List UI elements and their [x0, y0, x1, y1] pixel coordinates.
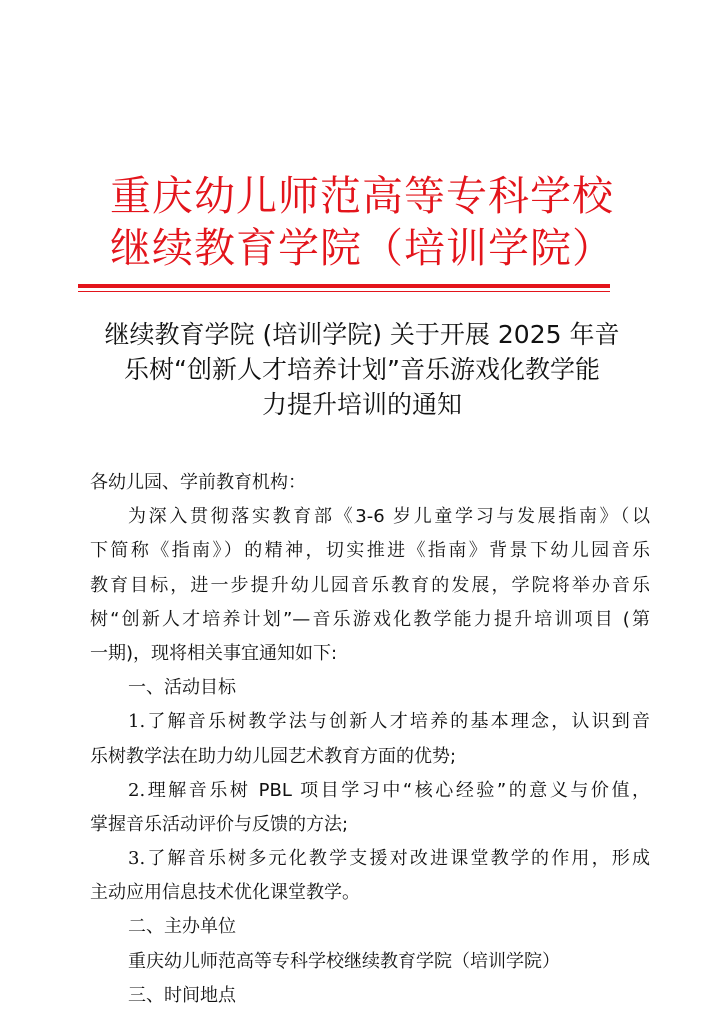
goal-2-text: 理解音乐树 PBL 项目学习中“核心经验”的意义与价值，: [145, 779, 650, 801]
goal-2-number: 2.: [128, 779, 146, 801]
intro-line-4: 树“创新人才培养计划”—音乐游戏化教学能力提升培训项目 (第: [90, 608, 650, 630]
goal-3-number: 3.: [128, 848, 146, 870]
section-3-heading: 三、时间地点: [128, 984, 236, 1006]
notice-title-line-1: 继续教育学院 (培训学院) 关于开展 2025 年音: [104, 320, 620, 349]
section-2-heading: 二、主办单位: [128, 916, 236, 938]
notice-title: [70, 317, 654, 422]
intro-line-1: 为深入贯彻落实教育部《3-6 岁儿童学习与发展指南》（以: [128, 506, 650, 528]
intro-line-3: 教育目标，进一步提升幼儿园音乐教育的发展，学院将举办音乐: [90, 574, 650, 596]
goal-3-line-1: [90, 842, 650, 876]
organizer-name: 重庆幼儿师范高等专科学校继续教育学院（培训学院）: [128, 950, 560, 972]
goal-2-line-2: 掌握音乐活动评价与反馈的方法;: [90, 813, 349, 835]
notice-title-line-2: 乐树“创新人才培养计划”音乐游戏化教学能: [124, 355, 600, 384]
salutation: 各幼儿园、学前教育机构：: [90, 472, 306, 493]
goal-1-text: 了解音乐树教学法与创新人才培养的基本理念，认识到音: [145, 711, 650, 733]
goal-1-line-1: [90, 705, 650, 739]
notice-body: [90, 466, 650, 1013]
goal-1-number: 1.: [128, 711, 146, 733]
goal-3-line-2: 主动应用信息技术优化课堂教学。: [90, 882, 360, 904]
notice-title-line-3: 力提升培训的通知: [261, 390, 462, 419]
header-rule-thick: [78, 284, 610, 288]
school-name-heading: 重庆幼儿师范高等专科学校: [110, 172, 614, 220]
goal-3-text: 了解音乐树多元化教学支援对改进课堂教学的作用，形成: [145, 848, 650, 870]
college-name-heading: 继续教育学院（培训学院）: [110, 224, 614, 272]
header-rule-thin: [78, 291, 610, 292]
intro-line-2: 下简称《指南》）的精神，切实推进《指南》背景下幼儿园音乐: [90, 540, 650, 562]
intro-line-5: 一期)，现将相关事宜通知如下:: [90, 642, 338, 664]
goal-2-line-1: [90, 774, 650, 808]
goal-1-line-2: 乐树教学法在助力幼儿园艺术教育方面的优势;: [90, 745, 457, 767]
section-1-heading: 一、活动目标: [128, 677, 236, 699]
